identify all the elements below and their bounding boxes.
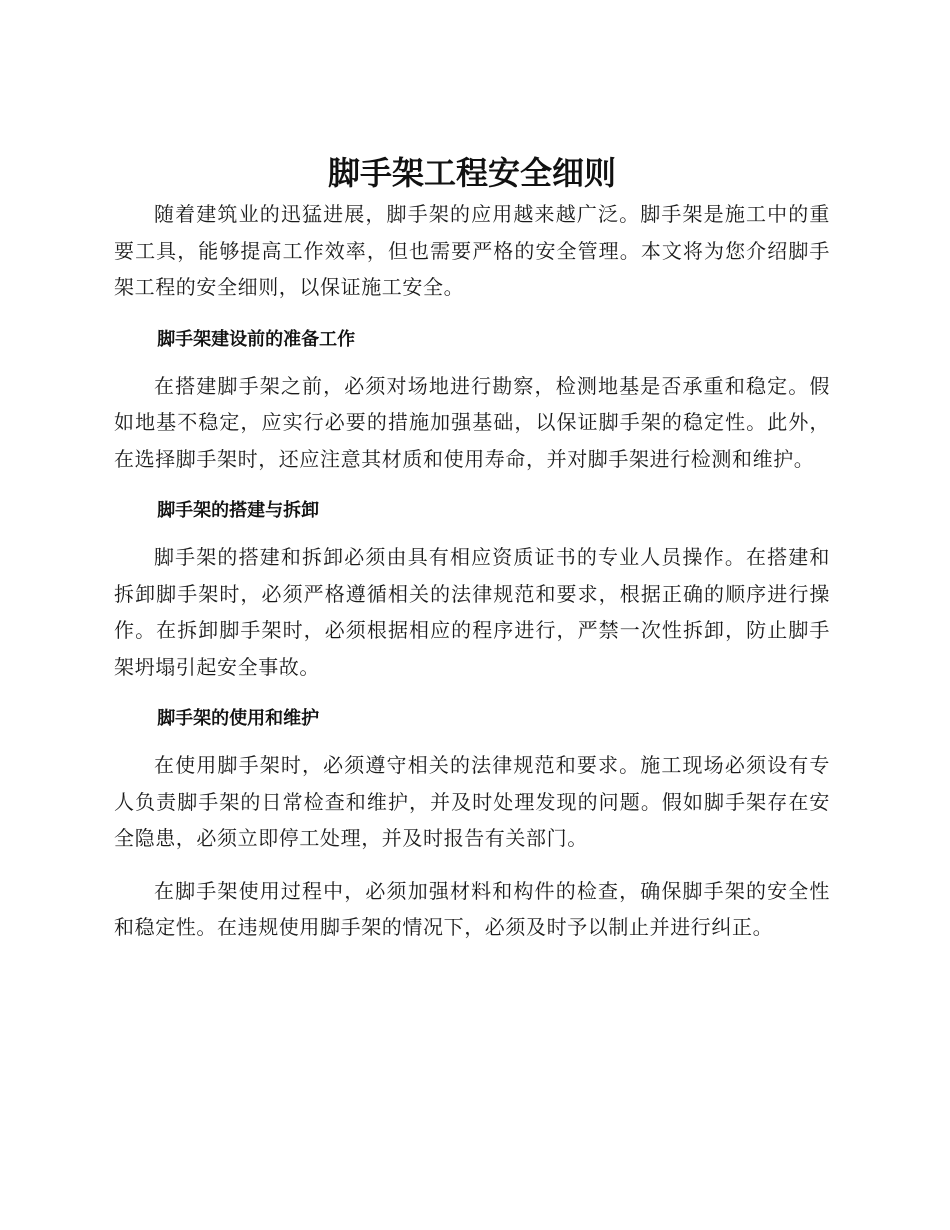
section-heading-usage: 脚手架的使用和维护: [157, 708, 320, 729]
section-paragraph-assembly: 脚手架的搭建和拆卸必须由具有相应资质证书的专业人员操作。在搭建和拆卸脚手架时，必须严格遵循相关的法律规范和要求，根据正确的顺序进行操作。在拆卸脚手架时，必须根据相应的程序进行，严禁一次性拆卸，防止脚手架坍塌引起安全事故。: [114, 545, 830, 679]
section-paragraph-usage-1: 在使用脚手架时，必须遵守相关的法律规范和要求。施工现场必须设有专人负责脚手架的日常检查和维护，并及时处理发现的问题。假如脚手架存在安全隐患，必须立即停工处理，并及时报告有关部门。: [114, 753, 830, 850]
section-paragraph-preparation: 在搭建脚手架之前，必须对场地进行勘察，检测地基是否承重和稳定。假如地基不稳定，应实行必要的措施加强基础，以保证脚手架的稳定性。此外，在选择脚手架时，还应注意其材质和使用寿命，并对脚手架进行检测和维护。: [114, 373, 830, 471]
document-title: 脚手架工程安全细则: [327, 154, 616, 192]
section-heading-assembly: 脚手架的搭建与拆卸: [157, 500, 320, 521]
intro-paragraph: 随着建筑业的迅猛进展，脚手架的应用越来越广泛。脚手架是施工中的重要工具，能够提高工作效率，但也需要严格的安全管理。本文将为您介绍脚手架工程的安全细则，以保证施工安全。: [114, 202, 830, 299]
section-paragraph-usage-2: 在脚手架使用过程中，必须加强材料和构件的检查，确保脚手架的安全性和稳定性。在违规使用脚手架的情况下，必须及时予以制止并进行纠正。: [114, 878, 830, 939]
section-heading-preparation: 脚手架建设前的准备工作: [157, 328, 356, 350]
document-page: [114, 150, 830, 946]
